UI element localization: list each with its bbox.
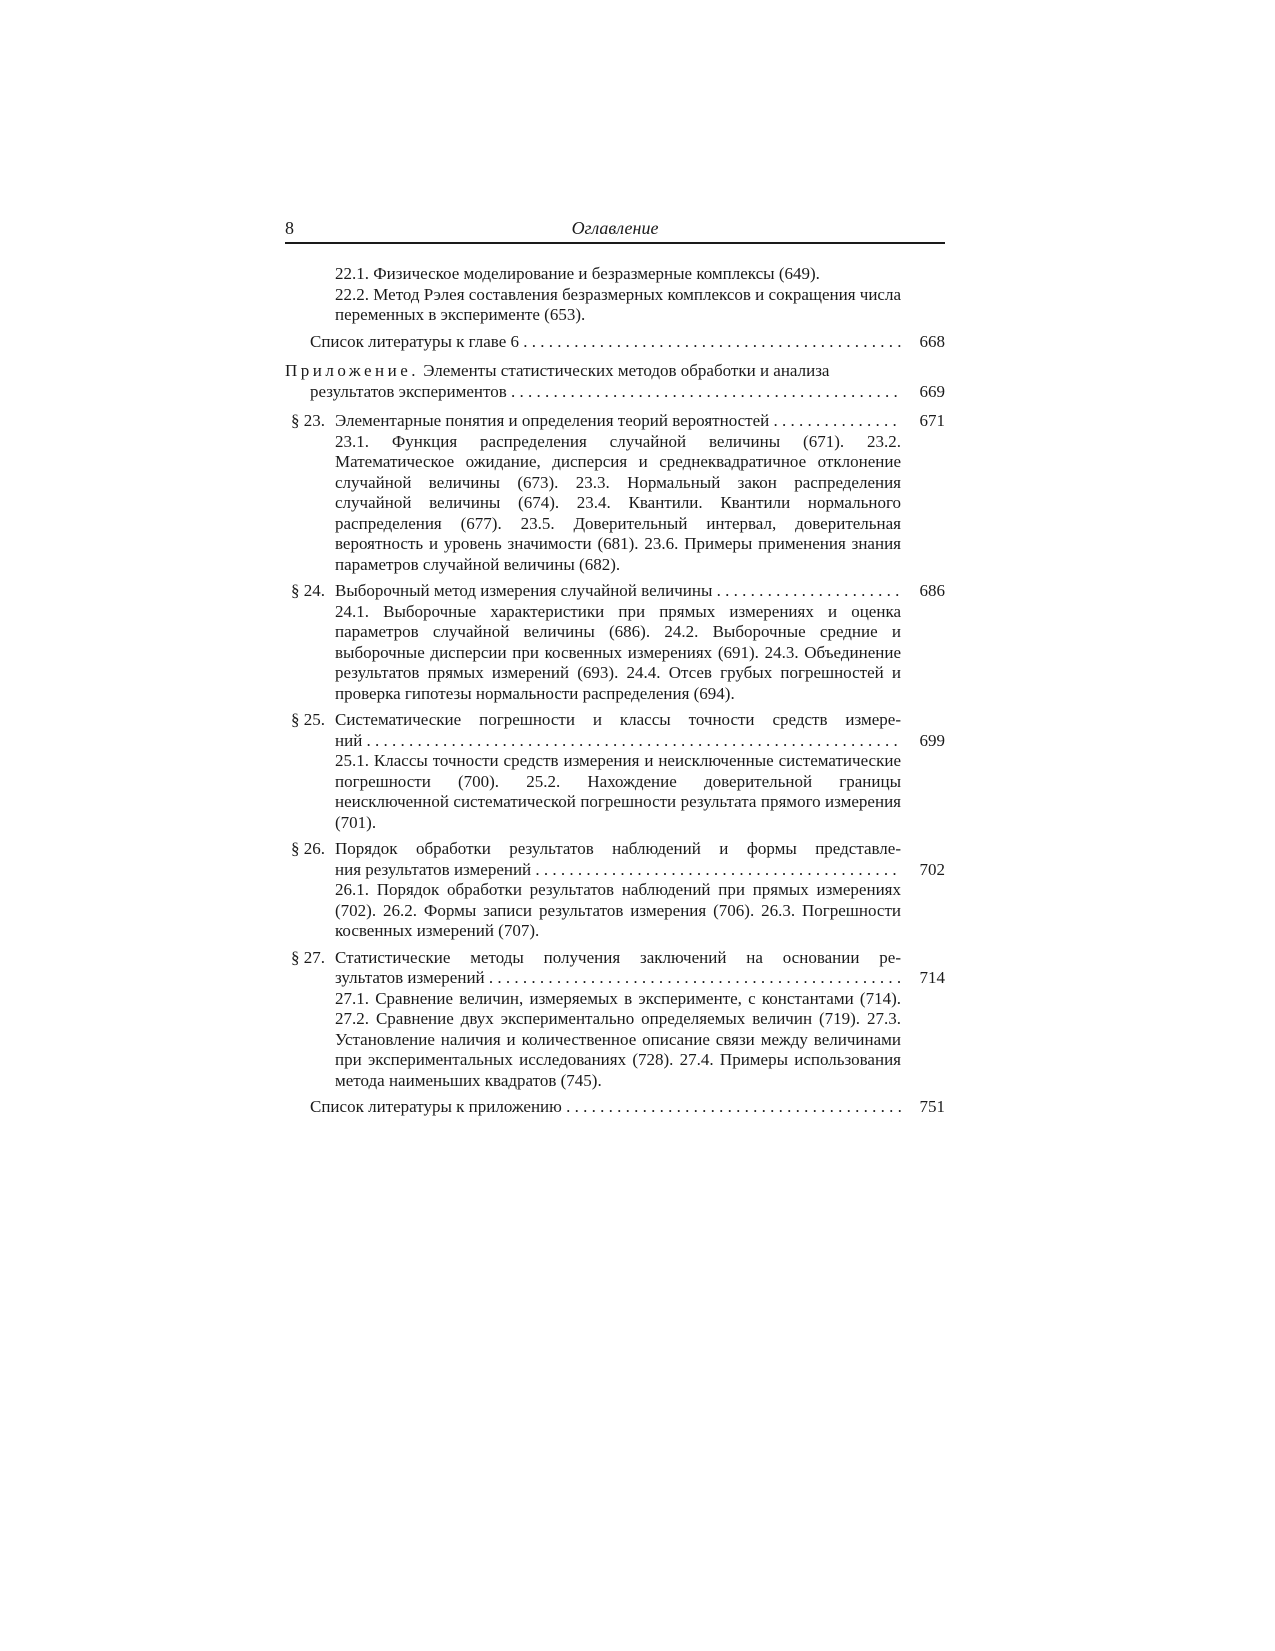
toc-entry-title-cont: ний [335, 730, 363, 750]
section-number: § 24. [291, 581, 325, 600]
toc-entry-title: Список литературы к приложению [310, 1097, 562, 1116]
toc-entry-title: Порядок обработки результатов наблюдений и формы представле- [335, 839, 901, 858]
toc-page-number: 669 [919, 381, 945, 401]
toc-leader [310, 332, 901, 353]
toc-leader [335, 968, 901, 989]
toc-subsection-text: 24.1. Выборочные характеристики при прямых измерениях и оценка параметров случайной величины (686). 24.2. Выборочные средние и выборочные дисперсии при косвенных измерениях (691). 24.3. Объединение результатов прямых измерений (693). 24.4. Отсев грубых погрешностей и проверка гипотезы нормальности распределения (694). [335, 601, 901, 703]
toc-subsection-text: 23.1. Функция распределения случайной величины (671). 23.2. Математическое ожидание, дисперсия и среднеквадратичное отклонение случайной величины (673). 23.3. Нормальный закон распределения случайной величины (674). 23.4. Квантили. Квантили нормального распределения (677). 23.5. Доверительный интервал, доверительная вероятность и уровень значимости (681). 23.6. Примеры применения знания параметров случайной величины (682). [335, 431, 901, 574]
toc-page-number: 702 [919, 859, 945, 879]
page-number: 8 [285, 218, 294, 238]
toc-entry-title: Список литературы к главе 6 [310, 331, 519, 351]
toc-entry-title [285, 361, 901, 382]
appendix-label: Приложение. [285, 361, 419, 380]
toc-continuation-22 [285, 264, 945, 326]
toc-entry-title-cont: ния результатов измерений [335, 859, 532, 879]
toc-leader [335, 411, 901, 432]
section-number: § 26. [291, 839, 325, 858]
toc-page-number: 686 [919, 581, 945, 600]
page-header [285, 218, 945, 244]
section-number: § 23. [291, 411, 325, 430]
toc-entry-title: Систематические погрешности и классы точности средств измере- [335, 710, 901, 729]
appendix-title: Элементы статистических методов обработки и анализа [423, 361, 830, 380]
section-number: § 27. [291, 947, 325, 967]
toc-leader [310, 1097, 901, 1118]
toc-subsection-text: 25.1. Классы точности средств измерения и неисключенные систематические погрешности (700). 25.2. Нахождение доверительной границы неисключенной систематической погрешности результата прямого измерения (701). [335, 751, 901, 832]
toc-leader [335, 581, 901, 602]
section-number: § 25. [291, 710, 325, 729]
table-of-contents [285, 264, 945, 1118]
toc-subsection-text: 22.2. Метод Рэлея составления безразмерных комплексов и сокращения числа переменных в эксперименте (653). [335, 284, 901, 324]
toc-entry-title: Выборочный метод измерения случайной величины [335, 581, 713, 600]
toc-page-number: 699 [919, 730, 945, 750]
toc-leader [335, 860, 901, 881]
toc-entry-section-25[interactable] [285, 710, 945, 833]
toc-entry-title: Статистические методы получения заключений на основании ре- [335, 947, 901, 967]
toc-entry-section-24[interactable] [285, 581, 945, 704]
toc-subsection-text: 27.1. Сравнение величин, измеряемых в эксперименте, с константами (714). 27.2. Сравнение двух экспериментально определяемых величин (719). 27.3. Установление наличия и количественное описание связи между величинами при экспериментальных исследованиях (728). 27.4. Примеры использования метода наименьших квадратов (745). [335, 988, 901, 1090]
toc-entry-appendix[interactable] [285, 361, 945, 402]
toc-entry-literature-ch6[interactable] [285, 332, 945, 353]
toc-leader [310, 382, 901, 403]
toc-page-number: 714 [919, 968, 945, 987]
toc-entry-title: Элементарные понятия и определения теорий вероятностей [335, 411, 770, 430]
toc-page-number: 668 [919, 331, 945, 351]
toc-entry-section-27[interactable] [285, 947, 945, 1092]
toc-page-number: 751 [919, 1097, 945, 1116]
toc-subsection-text: 22.1. Физическое моделирование и безразмерные комплексы (649). [335, 264, 820, 283]
toc-subsection-text: 26.1. Порядок обработки результатов наблюдений при прямых измерениях (702). 26.2. Формы записи результатов измерения (706). 26.3. Погрешности косвенных измерений (707). [335, 880, 901, 940]
toc-leader [335, 731, 901, 752]
toc-page-number: 671 [919, 411, 945, 430]
toc-entry-section-26[interactable] [285, 839, 945, 942]
running-title: Оглавление [571, 218, 659, 238]
toc-entry-title-cont: зультатов измерений [335, 968, 485, 987]
appendix-title-cont: результатов экспериментов [310, 381, 507, 401]
toc-entry-literature-appendix[interactable] [285, 1097, 945, 1118]
toc-entry-section-23[interactable] [285, 411, 945, 575]
